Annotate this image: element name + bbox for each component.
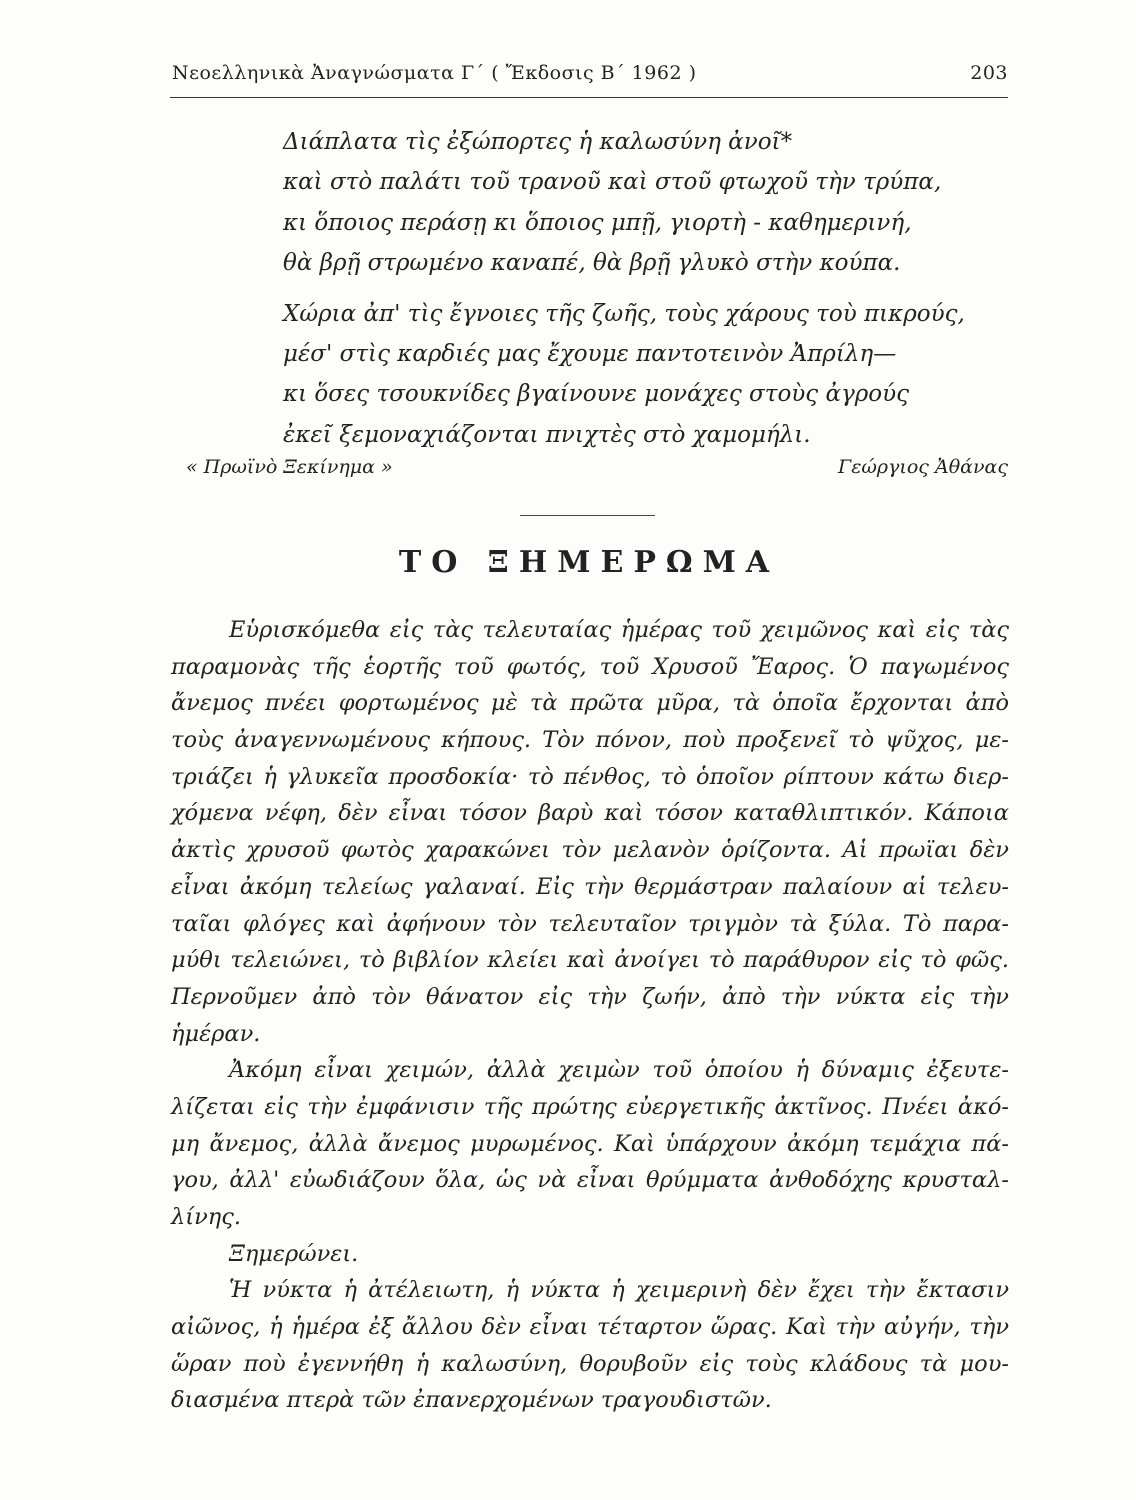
book-title: Νεοελληνικὰ Ἀναγνώσματα Γ΄ ( Ἔκδοσις Β΄ 1962 ) [172, 62, 697, 84]
prose-line: λίνης. [171, 1204, 241, 1230]
poem-line: Χώρια ἀπ' τὶς ἔγνοιες τῆς ζωῆς, τοὺς χάρους τοὺ πικρούς, [283, 300, 965, 327]
header-rule [170, 97, 1008, 98]
prose-line: εἶναι ἀκόμη τελείως γαλαναί. Εἰς τὴν θερμάστραν παλαίουν αἱ τελευ- [171, 873, 1009, 900]
poem-attribution [172, 456, 1008, 478]
prose-line: Εὑρισκόμεθα εἰς τὰς τελευταίας ἡμέρας τοῦ χειμῶνος καὶ εἰς τὰς [229, 617, 1009, 643]
poem [283, 122, 1023, 455]
prose-body [171, 612, 1009, 1419]
section-title: ΤΟ ΞΗΜΕΡΩΜΑ [398, 545, 780, 580]
prose-line: ταῖαι φλόγες καὶ ἀφήνουν τὸν τελευταῖον τριγμὸν τὰ ξύλα. Τὸ παρα- [171, 910, 1009, 937]
prose-line: γου, ἀλλ' εὐωδιάζουν ὅλα, ὡς νὰ εἶναι θρύμματα ἀνθοδόχης κρυσταλ- [171, 1167, 1009, 1194]
prose-line: ἀκτὶς χρυσοῦ φωτὸς χαρακώνει τὸν μελανὸν ὁρίζοντα. Αἱ πρωϊαι δὲν [171, 837, 1009, 864]
prose-line: μύθι τελειώνει, τὸ βιβλίον κλείει καὶ ἀνοίγει τὸ παράθυρον εἰς τὸ φῶς. [171, 947, 1009, 974]
prose-line: ἡμέραν. [171, 1020, 261, 1047]
poem-line: κι ὅσες τσουκνίδες βγαίνουνε μονάχες στοὺς ἀγρούς [283, 381, 909, 408]
prose-line: ὥραν ποὺ ἐγεννήθη ἡ καλωσύνη, θορυβοῦν εἰς τοὺς κλάδους τὰ μου- [171, 1350, 1009, 1377]
poem-line: Διάπλατα τὶς ἐξώπορτες ἡ καλωσύνη ἀνοῖ* [283, 129, 793, 155]
poem-author: Γεώργιος Ἀθάνας [838, 456, 1008, 478]
prose-line: τριάζει ἡ γλυκεῖα προσδοκία· τὸ πένθος, τὸ ὁποῖον ρίπτουν κάτω διερ- [171, 763, 1009, 790]
poem-line: κι ὅποιος περάσῃ κι ὅποιος μπῇ, γιορτὴ - καθημερινή, [283, 209, 912, 236]
prose-line: χόμενα νέφη, δὲν εἶναι τόσον βαρὺ καὶ τόσον καταθλιπτικόν. Κάποια [171, 800, 1009, 827]
prose-line: ἄνεμος πνέει φορτωμένος μὲ τὰ πρῶτα μῦρα, τὰ ὁποῖα ἔρχονται ἀπὸ [171, 690, 1009, 717]
prose-line: τοὺς ἀναγεννωμένους κήπους. Τὸν πόνον, ποὺ προξενεῖ τὸ ψῦχος, με- [171, 727, 1009, 754]
prose-line: Ἡ νύκτα ἡ ἀτέλειωτη, ἡ νύκτα ἡ χειμερινὴ δὲν ἔχει τὴν ἔκτασιν [229, 1277, 1009, 1304]
poem-stanza [283, 294, 1023, 456]
page-number: 203 [970, 62, 1008, 84]
running-header [172, 62, 1008, 84]
prose-line: αἰῶνος, ἡ ἡμέρα ἐξ ἄλλου δὲν εἶναι τέταρτον ὥρας. Καὶ τὴν αὐγήν, τὴν [171, 1314, 1009, 1341]
prose-line: διασμένα πτερὰ τῶν ἐπανερχομένων τραγουδιστῶν. [171, 1387, 772, 1414]
prose-line: παραμονὰς τῆς ἑορτῆς τοῦ φωτός, τοῦ Χρυσοῦ Ἔαρος. Ὁ παγωμένος [171, 653, 1009, 680]
section-divider [520, 515, 655, 516]
poem-stanza [283, 122, 1023, 284]
prose-line: Ἀκόμη εἶναι χειμών, ἀλλὰ χειμὼν τοῦ ὁποίου ἡ δύναμις ἐξευτε- [229, 1057, 1009, 1084]
prose-line: Περνοῦμεν ἀπὸ τὸν θάνατον εἰς τὴν ζωήν, ἀπὸ τὴν νύκτα εἰς τὴν [171, 983, 1009, 1010]
prose-line: μη ἄνεμος, ἀλλὰ ἄνεμος μυρωμένος. Καὶ ὑπάρχουν ἀκόμη τεμάχια πά- [171, 1130, 1009, 1157]
poem-line: μέσ' στὶς καρδιές μας ἔχουμε παντοτεινὸν Ἀπρίλη— [283, 340, 897, 367]
prose-line: λίζεται εἰς τὴν ἐμφάνισιν τῆς πρώτης εὐεργετικῆς ἀκτῖνος. Πνέει ἀκό- [171, 1093, 1009, 1120]
poem-line: θὰ βρῇ στρωμένο καναπέ, θὰ βρῇ γλυκὸ στὴν κούπα. [283, 250, 901, 277]
prose-line: Ξημερώνει. [229, 1240, 359, 1267]
poem-line: καὶ στὸ παλάτι τοῦ τρανοῦ καὶ στοῦ φτωχοῦ τὴν τρύπα, [283, 169, 942, 196]
stanza-gap [283, 284, 1023, 294]
poem-line: ἐκεῖ ξεμοναχιάζονται πνιχτὲς στὸ χαμομήλι. [283, 421, 811, 448]
poem-source: « Πρωϊνὸ Ξεκίνημα » [186, 456, 393, 478]
